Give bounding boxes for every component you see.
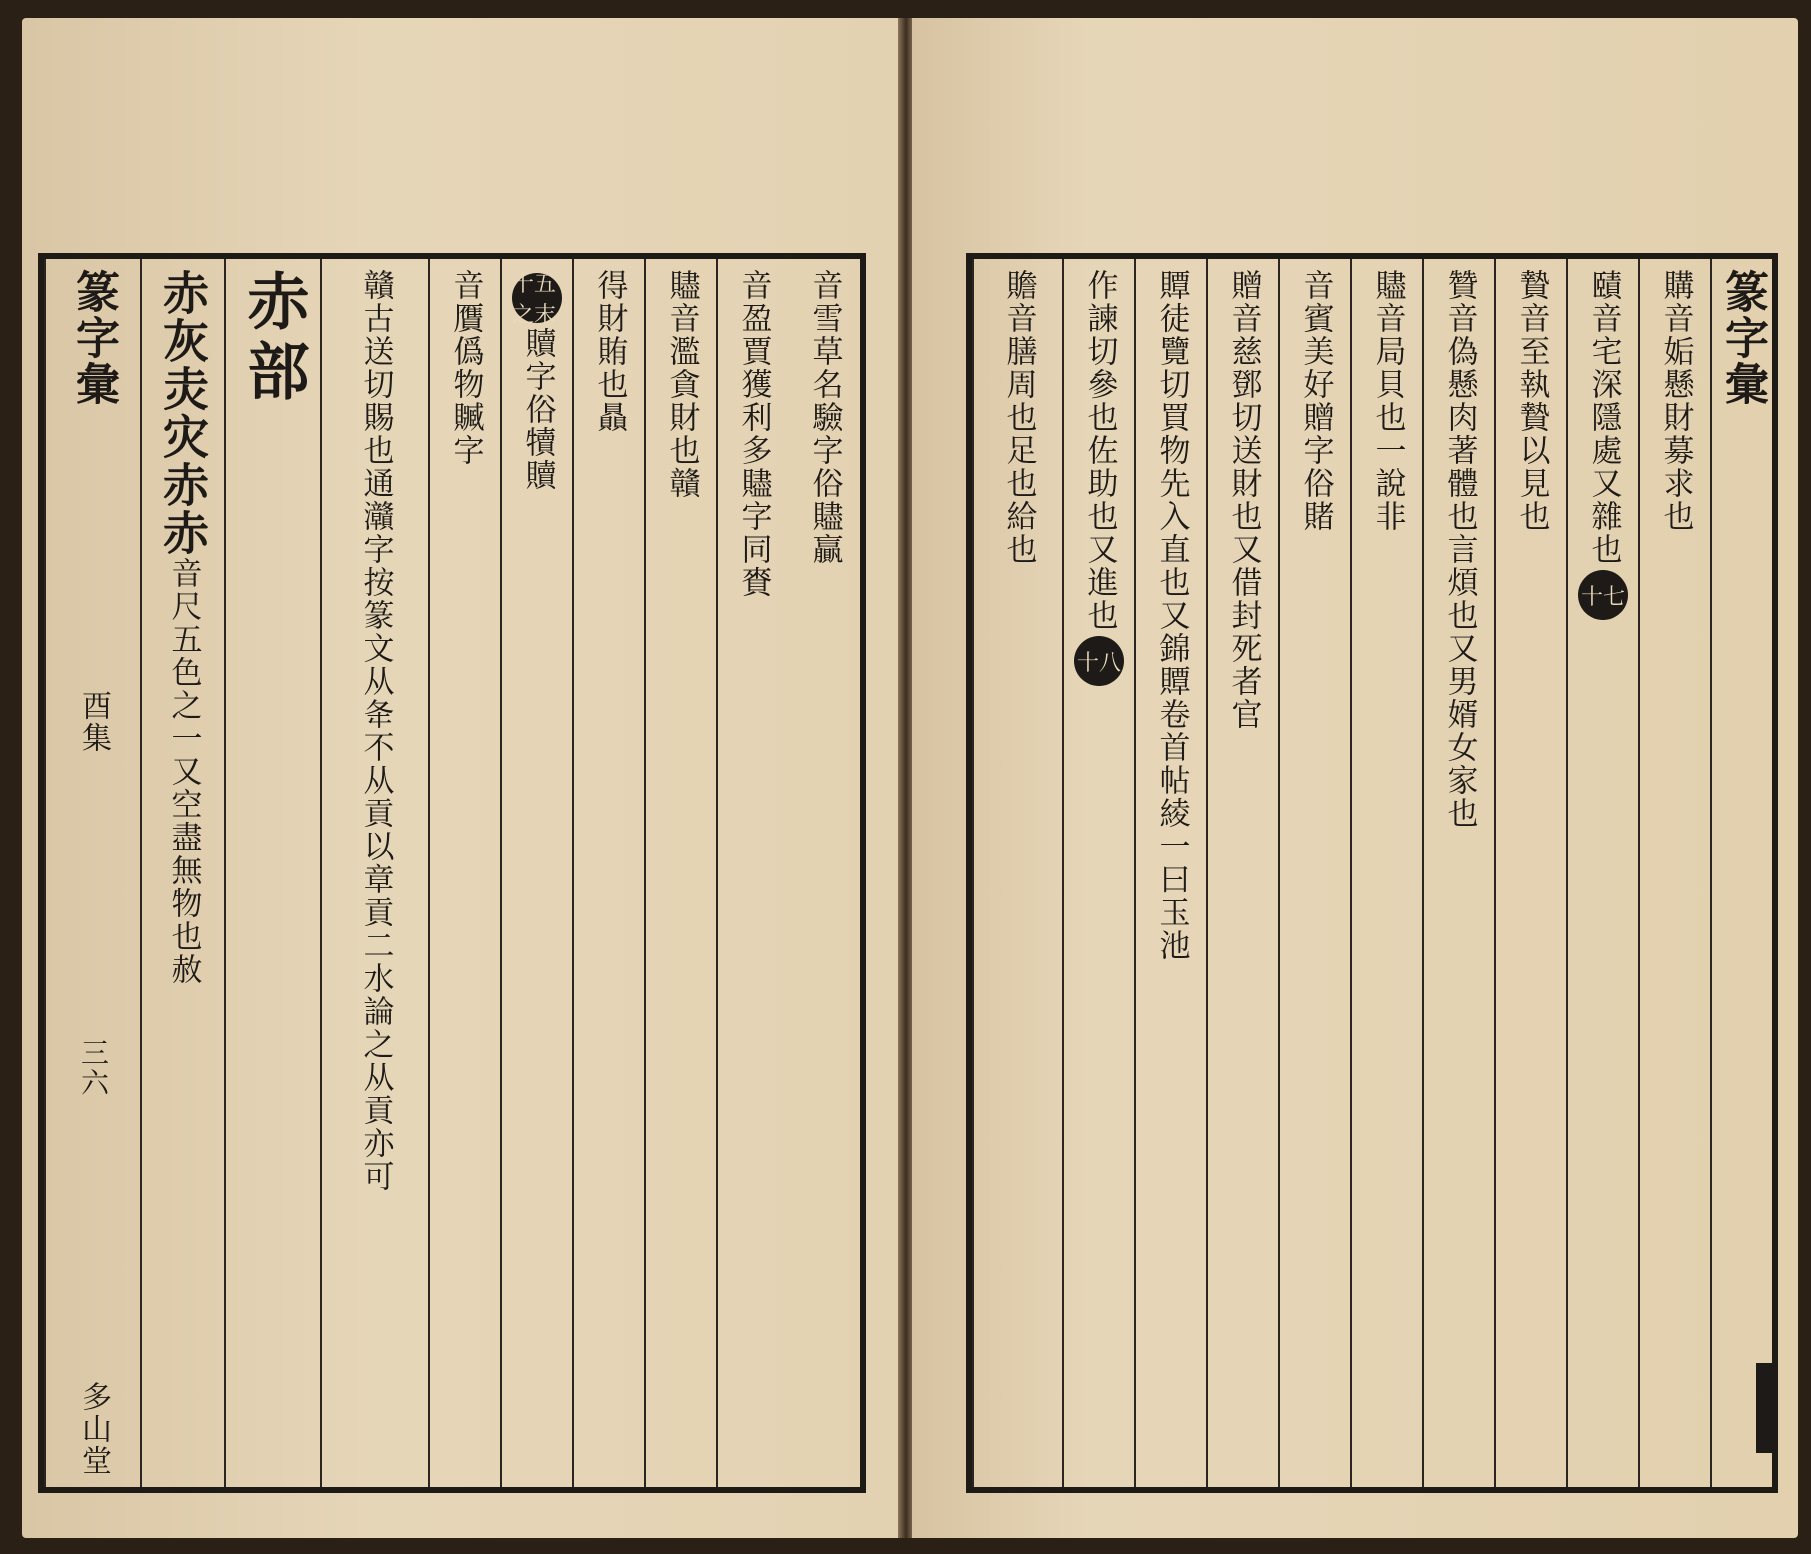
column-text: 音盈賈獲利多贐字同賚 [735, 269, 772, 599]
right-page [912, 18, 1798, 1538]
text-column [500, 259, 572, 1487]
column-text: 得財賄也贔 [591, 269, 628, 434]
column-text: 贐音局貝也一說非 [1369, 269, 1406, 533]
text-column [1350, 259, 1422, 1487]
seal-number: 十八 [1074, 636, 1124, 686]
column-text: 購音姤懸財募求也 [1657, 269, 1694, 533]
text-column [140, 259, 224, 1487]
spine-mark [1756, 1363, 1776, 1453]
text-column [572, 259, 644, 1487]
text-column [1422, 259, 1494, 1487]
column-text: 贉徒覽切買物先入直也又錦贉卷首帖綾一曰玉池 [1153, 269, 1190, 962]
right-page-frame [966, 253, 1778, 1493]
column-text: 音雪草名驗字俗贐贏 [806, 269, 843, 566]
column-text: 贛古送切賜也通灨字按篆文从夅不从貢以章貢二水論之从貢亦可 [357, 269, 394, 1193]
folio-number: 三六 [77, 1037, 110, 1098]
column-text: 贈音慈鄧切送財也又借封死者官 [1225, 269, 1262, 731]
column-text: 贊音偽懸肉著體也言煩也又男婿女家也 [1441, 269, 1478, 830]
text-column [644, 259, 716, 1487]
seal-number: 十五之末 [512, 273, 562, 323]
text-column [1638, 259, 1710, 1487]
radical-heading: 赤部 [237, 269, 310, 409]
seal-number: 十七 [1578, 570, 1628, 620]
text-column [320, 259, 428, 1487]
column-text: 赤灰灻灾赤赤 [156, 269, 210, 557]
left-page [22, 18, 902, 1538]
column-text: 作諫切參也佐助也又進也 [1081, 269, 1118, 632]
text-column [972, 259, 1062, 1487]
column-text: 賾音宅深隱處又雜也 [1585, 269, 1622, 566]
text-column [1134, 259, 1206, 1487]
publisher-name: 多山堂 [76, 1380, 111, 1477]
radical-column [224, 259, 320, 1487]
page-margin [1710, 259, 1772, 1487]
column-text: 音贋僞物贓字 [447, 269, 484, 467]
text-column [716, 259, 788, 1487]
column-text: 贍音膳周也足也給也 [1000, 269, 1037, 566]
text-column [1206, 259, 1278, 1487]
left-page-frame [38, 253, 866, 1493]
text-column [1062, 259, 1134, 1487]
book-title: 篆字彙 [68, 269, 119, 407]
column-text: 音尺五色之一又空盡無物也赦 [165, 557, 202, 986]
text-column [428, 259, 500, 1487]
text-column [1494, 259, 1566, 1487]
text-column [1278, 259, 1350, 1487]
column-text: 贖字俗犢贖 [519, 327, 556, 492]
text-column [788, 259, 860, 1487]
section-label: 酉集 [76, 690, 111, 755]
page-margin [44, 259, 140, 1487]
column-text: 音賓美好贈字俗賭 [1297, 269, 1334, 533]
text-column [1566, 259, 1638, 1487]
column-text: 贄音至執贄以見也 [1513, 269, 1550, 533]
book-title: 篆字彙 [1717, 269, 1768, 407]
column-text: 贐音濫貪財也贛 [663, 269, 700, 500]
